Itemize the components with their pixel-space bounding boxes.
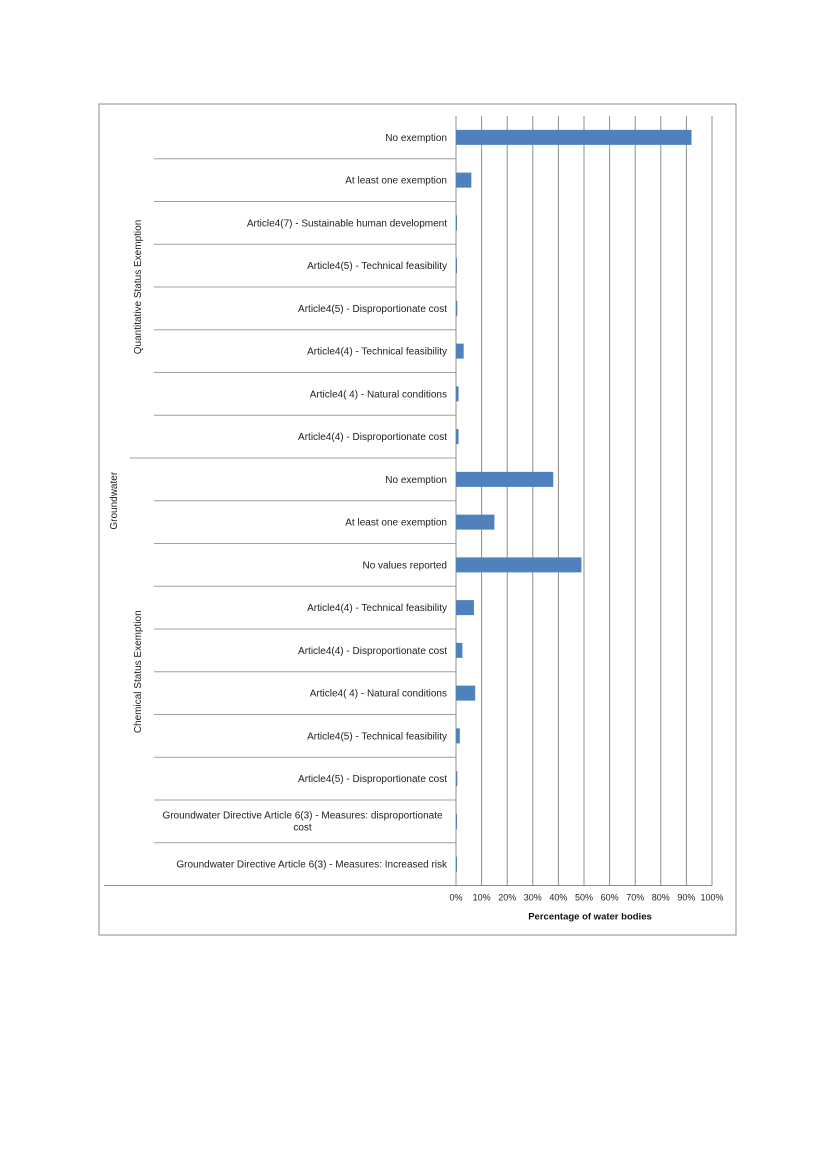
x-tick-label: 90% <box>677 892 696 903</box>
category-label: Article4(4) - Disproportionate cost <box>298 432 447 444</box>
category-label: Article4( 4) - Natural conditions <box>309 688 447 700</box>
category-label: Article4(5) - Disproportionate cost <box>298 303 447 315</box>
bar <box>456 344 464 359</box>
x-tick-label: 50% <box>574 892 594 903</box>
bar <box>456 557 581 572</box>
bar <box>456 728 460 743</box>
group-label-quantitative: Quantitative Status Exemption <box>133 219 144 355</box>
x-tick-label: 20% <box>498 892 517 903</box>
category-label: Article4(4) - Disproportionate cost <box>298 645 447 657</box>
bar <box>456 686 475 701</box>
bar <box>456 600 474 615</box>
bar <box>456 429 459 444</box>
category-label: Article4(5) - Disproportionate cost <box>298 774 447 786</box>
bar <box>456 173 471 188</box>
category-label: At least one exemption <box>345 175 447 187</box>
bar <box>456 643 462 658</box>
bar <box>456 814 457 829</box>
bar <box>456 857 457 872</box>
category-label: Article4(4) - Technical feasibility <box>307 346 447 358</box>
category-label: Article4(5) - Technical feasibility <box>307 731 447 743</box>
bar <box>456 771 457 786</box>
category-label-line: Groundwater Directive Article 6(3) - Measures: disproportionate <box>162 810 443 822</box>
bar <box>456 386 459 401</box>
bar <box>456 215 457 230</box>
bar <box>456 258 457 273</box>
category-label: No exemption <box>385 132 447 144</box>
bar <box>456 472 553 487</box>
category-label: No values reported <box>362 560 447 572</box>
x-tick-label: 40% <box>549 892 568 903</box>
category-label: Article4(4) - Technical feasibility <box>307 603 447 615</box>
x-tick-label: 10% <box>472 892 491 903</box>
x-tick-label: 30% <box>523 892 542 903</box>
group-label-chemical: Chemical Status Exemption <box>133 610 144 734</box>
category-label: Groundwater Directive Article 6(3) - Measures: Increased risk <box>176 859 447 871</box>
x-tick-label: 60% <box>600 892 619 903</box>
group-label-groundwater: Groundwater <box>109 471 120 530</box>
category-label: No exemption <box>385 474 447 486</box>
category-label <box>162 810 443 833</box>
category-label-line: cost <box>293 822 312 834</box>
category-label: Article4( 4) - Natural conditions <box>309 389 447 401</box>
x-tick-label: 70% <box>626 892 645 903</box>
bar <box>456 301 457 316</box>
bar <box>456 515 494 530</box>
x-tick-label: 80% <box>651 892 670 903</box>
category-label: Article4(5) - Technical feasibility <box>307 261 447 273</box>
x-tick-label: 0% <box>449 892 463 903</box>
x-tick-label: 100% <box>700 892 724 903</box>
category-label: At least one exemption <box>345 517 447 529</box>
bar <box>456 130 692 145</box>
category-label: Article4(7) - Sustainable human development <box>246 218 447 230</box>
x-axis-title: Percentage of water bodies <box>528 911 652 923</box>
